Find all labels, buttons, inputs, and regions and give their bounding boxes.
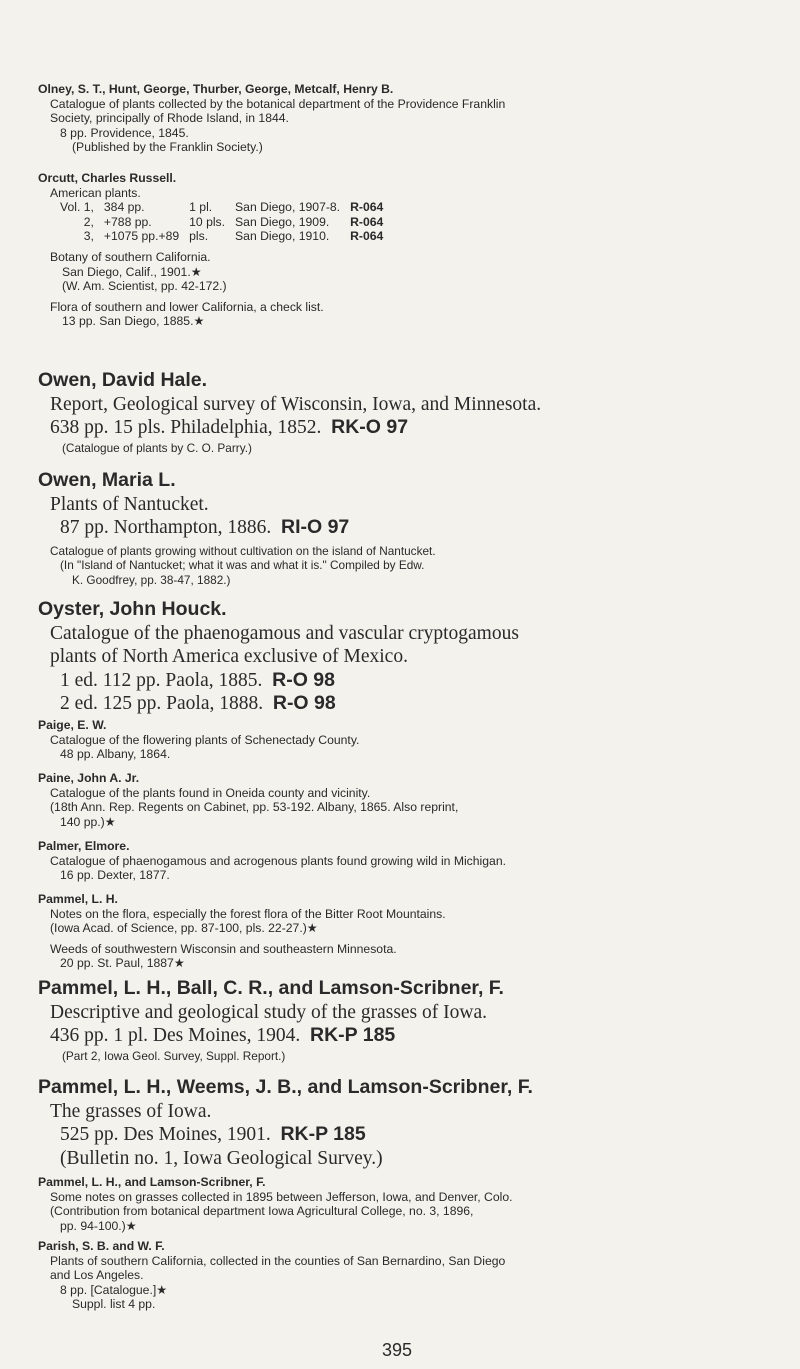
entry-line: Notes on the flora, especially the forest flora of the Bitter Root Mountains.	[50, 906, 446, 921]
entry-paine	[38, 771, 788, 829]
entry-line: (18th Ann. Rep. Regents on Cabinet, pp. 53-192. Albany, 1865. Also reprint,	[50, 800, 459, 815]
entry-line: pp. 94-100.)★	[60, 1218, 137, 1233]
entry-heading: Orcutt, Charles Russell.	[38, 171, 177, 185]
volume-place: San Diego, 1909.	[235, 214, 330, 229]
entry-owen-maria	[38, 469, 788, 587]
entry-heading: Paine, John A. Jr.	[38, 771, 140, 785]
entry-line: Flora of southern and lower California, a check list.	[50, 299, 324, 314]
volume-place: San Diego, 1910.	[235, 229, 330, 244]
entry-line	[38, 416, 788, 440]
edition-imprint: 2 ed. 125 pp. Paola, 1888.	[60, 693, 264, 714]
entry-heading: Oyster, John Houck.	[38, 598, 227, 620]
entry-note: (Catalogue of plants by C. O. Parry.)	[62, 440, 252, 455]
entry-title: American plants.	[50, 185, 141, 200]
entry-line: San Diego, Calif., 1901.★	[62, 264, 202, 279]
entry-line: Catalogue of the flowering plants of Schenectady County.	[50, 732, 360, 747]
entry-line: Catalogue of phaenogamous and acrogenous plants found growing wild in Michigan.	[50, 853, 506, 868]
entry-pammel-ball	[38, 977, 788, 1065]
volume-place: San Diego, 1907-8.	[235, 200, 341, 215]
entry-heading: Palmer, Elmore.	[38, 839, 130, 853]
entry-line: Catalogue of the phaenogamous and vascular cryptogamous	[50, 622, 519, 644]
call-number: R-064	[350, 229, 384, 244]
entry-note: Catalogue of plants growing without cultivation on the island of Nantucket.	[50, 543, 436, 558]
volume-row	[60, 215, 393, 230]
entry-heading: Owen, David Hale.	[38, 369, 208, 391]
entry-owen-david	[38, 369, 788, 457]
entry-line: Suppl. list 4 pp.	[72, 1297, 156, 1312]
entry-parish	[38, 1239, 788, 1312]
entry-note: (In "Island of Nantucket; what it was and what it is." Compiled by Edw.	[60, 558, 425, 573]
volume-row	[60, 229, 393, 244]
volume-number: 3,	[83, 229, 94, 244]
entry-line: Some notes on grasses collected in 1895 between Jefferson, Iowa, and Denver, Colo.	[50, 1189, 513, 1204]
volume-number: 2,	[83, 214, 94, 229]
call-number: R-064	[350, 214, 384, 229]
entry-line: Plants of southern California, collected in the counties of San Bernardino, San Diego	[50, 1253, 506, 1268]
entry-line: Catalogue of plants collected by the botanical department of the Providence Franklin	[50, 96, 506, 111]
entry-line: 13 pp. San Diego, 1885.★	[62, 314, 205, 329]
volume-plates: 10 pls.	[189, 214, 226, 229]
entry-line: 20 pp. St. Paul, 1887★	[60, 956, 185, 971]
entry-line: Report, Geological survey of Wisconsin, Iowa, and Minnesota.	[50, 393, 542, 415]
page-number: 395	[382, 1340, 413, 1360]
entry-note: (Part 2, Iowa Geol. Survey, Suppl. Report.)	[62, 1048, 286, 1063]
entry-line	[38, 516, 788, 540]
volume-plates: 1 pl.	[189, 200, 213, 215]
volume-pages: +788 pp.	[103, 214, 152, 229]
entry-heading: Paige, E. W.	[38, 718, 107, 732]
entry-line: (Contribution from botanical department Iowa Agricultural College, no. 3, 1896,	[50, 1204, 474, 1219]
entry-line: Catalogue of the plants found in Oneida county and vicinity.	[50, 785, 371, 800]
volume-table	[60, 200, 393, 244]
entry-heading: Pammel, L. H., Ball, C. R., and Lamson-Scribner, F.	[38, 977, 504, 999]
entry-paige	[38, 718, 788, 762]
entry-imprint: 436 pp. 1 pl. Des Moines, 1904.	[50, 1025, 301, 1046]
call-number: R-064	[350, 200, 384, 215]
call-number: RK-P 185	[280, 1123, 366, 1145]
entry-line: 16 pp. Dexter, 1877.	[60, 868, 170, 883]
entry-heading: Pammel, L. H.	[38, 892, 118, 906]
volume-number: Vol. 1,	[60, 200, 94, 215]
entry-line: Society, principally of Rhode Island, in 1844.	[50, 111, 289, 126]
edition-line	[38, 692, 788, 716]
entry-line: plants of North America exclusive of Mexico.	[50, 646, 408, 667]
edition-line	[38, 669, 788, 693]
entry-oyster	[38, 598, 788, 716]
entry-heading: Pammel, L. H., Weems, J. B., and Lamson-Scribner, F.	[38, 1076, 533, 1098]
entry-line: 8 pp. [Catalogue.]★	[60, 1282, 168, 1297]
call-number: R-O 98	[272, 692, 336, 714]
volume-row	[60, 200, 393, 215]
entry-palmer	[38, 839, 788, 883]
call-number: RK-O 97	[331, 416, 409, 438]
entry-line: (Bulletin no. 1, Iowa Geological Survey.)	[60, 1147, 383, 1169]
entry-imprint: 87 pp. Northampton, 1886.	[60, 517, 272, 538]
edition-imprint: 1 ed. 112 pp. Paola, 1885.	[60, 669, 263, 691]
entry-line: The grasses of Iowa.	[50, 1100, 212, 1122]
call-number: RK-P 185	[310, 1024, 396, 1046]
entry-line: (Iowa Acad. of Science, pp. 87-100, pls. 22-27.)★	[50, 921, 318, 936]
entry-line	[38, 1024, 788, 1048]
entry-heading: Olney, S. T., Hunt, George, Thurber, George, Metcalf, Henry B.	[38, 82, 394, 96]
entry-olney	[38, 82, 788, 155]
entry-heading: Pammel, L. H., and Lamson-Scribner, F.	[38, 1175, 266, 1189]
entry-line	[38, 1123, 788, 1147]
entry-note: K. Goodfrey, pp. 38-47, 1882.)	[72, 572, 231, 587]
entry-line: Botany of southern California.	[50, 249, 211, 264]
entry-line: 140 pp.)★	[60, 814, 116, 829]
entry-line: and Los Angeles.	[50, 1268, 144, 1283]
volume-plates: pls.	[189, 229, 209, 244]
call-number: RI-O 97	[280, 516, 350, 538]
entry-line: Weeds of southwestern Wisconsin and southeastern Minnesota.	[50, 941, 397, 956]
entry-imprint: 638 pp. 15 pls. Philadelphia, 1852.	[50, 417, 322, 438]
entry-line: 48 pp. Albany, 1864.	[60, 747, 171, 762]
entry-line: (W. Am. Scientist, pp. 42-172.)	[62, 279, 227, 294]
entry-heading: Parish, S. B. and W. F.	[38, 1239, 165, 1253]
entry-line: (Published by the Franklin Society.)	[72, 140, 263, 155]
volume-pages: 384 pp.	[103, 200, 145, 215]
entry-imprint: 525 pp. Des Moines, 1901.	[60, 1124, 271, 1145]
entry-pammel-weems	[38, 1076, 788, 1170]
entry-line: Plants of Nantucket.	[50, 493, 209, 515]
entry-pammel	[38, 892, 788, 971]
entry-heading: Owen, Maria L.	[38, 469, 176, 491]
entry-line: 8 pp. Providence, 1845.	[60, 125, 189, 140]
entry-line: Descriptive and geological study of the grasses of Iowa.	[50, 1001, 487, 1023]
call-number: R-O 98	[272, 668, 335, 691]
volume-pages: +1075 pp.+89	[103, 229, 180, 244]
entry-pammel-lamson	[38, 1175, 788, 1233]
entry-orcutt	[38, 171, 788, 329]
